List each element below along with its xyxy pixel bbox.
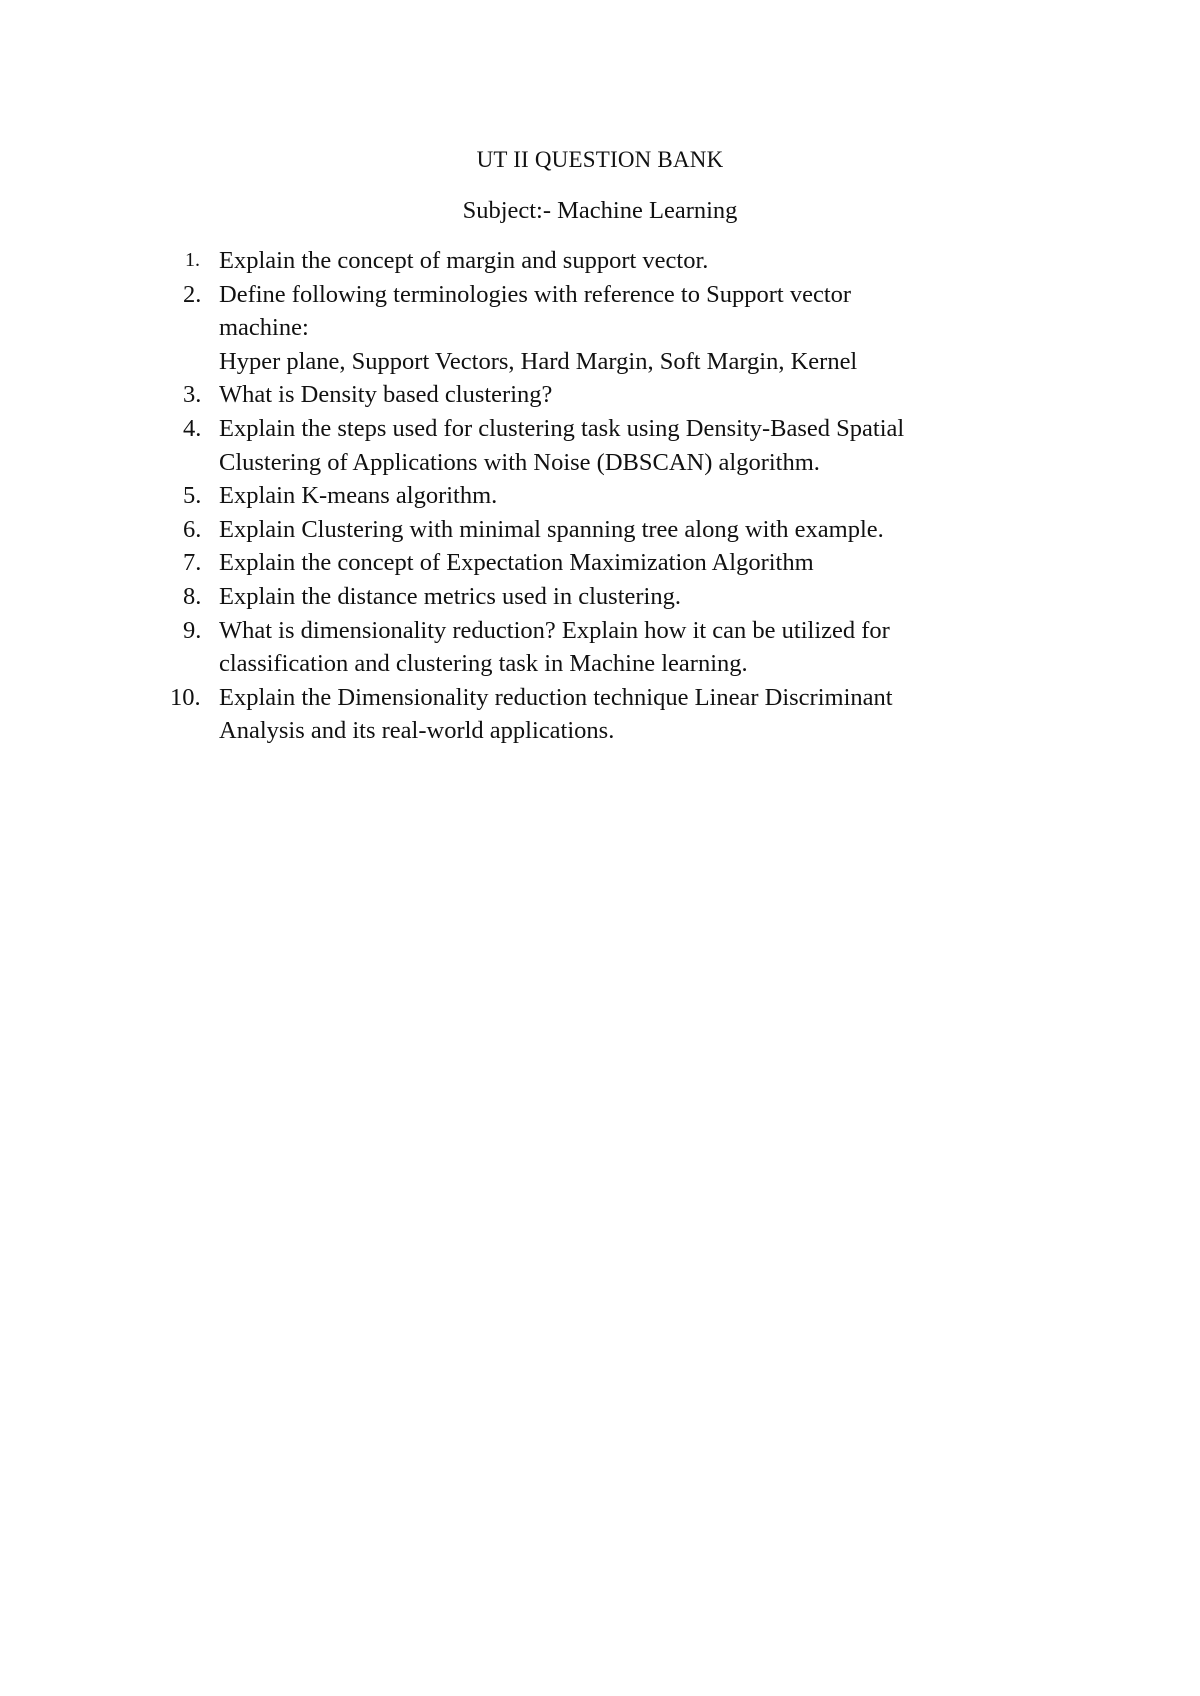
question-text: What is dimensionality reduction? Explain how it can be utilized for — [219, 616, 890, 644]
question-number: 6. — [183, 515, 202, 543]
document-subject: Subject:- Machine Learning — [462, 197, 738, 224]
question-item — [170, 378, 1050, 412]
question-text: Define following terminologies with reference to Support vector — [219, 280, 852, 308]
question-text: Explain the concept of margin and support vector. — [219, 247, 709, 274]
question-number: 8. — [183, 582, 202, 610]
question-text: Hyper plane, Support Vectors, Hard Margin, Soft Margin, Kernel — [219, 347, 858, 375]
question-item — [170, 580, 1050, 614]
question-number: 2. — [183, 280, 202, 308]
question-number: 9. — [183, 616, 202, 644]
question-text: machine: — [219, 314, 309, 342]
question-text: Explain K-means algorithm. — [219, 482, 498, 510]
question-number: 4. — [183, 414, 202, 442]
question-list — [170, 244, 1050, 748]
question-number: 5. — [183, 482, 202, 510]
question-item — [170, 681, 1050, 748]
question-text: Explain the concept of Expectation Maximization Algorithm — [219, 549, 814, 577]
question-number: 1. — [185, 249, 200, 271]
question-text: Explain the distance metrics used in clustering. — [219, 582, 681, 610]
question-text: classification and clustering task in Machine learning. — [219, 650, 748, 678]
question-number: 7. — [183, 549, 202, 577]
question-text: What is Density based clustering? — [219, 381, 553, 409]
question-item — [170, 479, 1050, 513]
document-title: UT II QUESTION BANK — [476, 147, 724, 172]
question-item — [170, 546, 1050, 580]
question-text: Explain the steps used for clustering task using Density-Based Spatial — [219, 414, 905, 442]
question-text: Clustering of Applications with Noise (DBSCAN) algorithm. — [219, 448, 820, 476]
question-item — [170, 412, 1050, 479]
question-number: 10. — [170, 683, 201, 711]
question-item — [170, 278, 1050, 379]
question-text: Explain Clustering with minimal spanning tree along with example. — [219, 515, 884, 543]
question-item — [170, 244, 1050, 278]
question-item — [170, 513, 1050, 547]
question-number: 3. — [183, 381, 202, 409]
question-text: Explain the Dimensionality reduction technique Linear Discriminant — [219, 683, 893, 711]
question-text: Analysis and its real-world applications. — [219, 717, 615, 745]
question-item — [170, 614, 1050, 681]
